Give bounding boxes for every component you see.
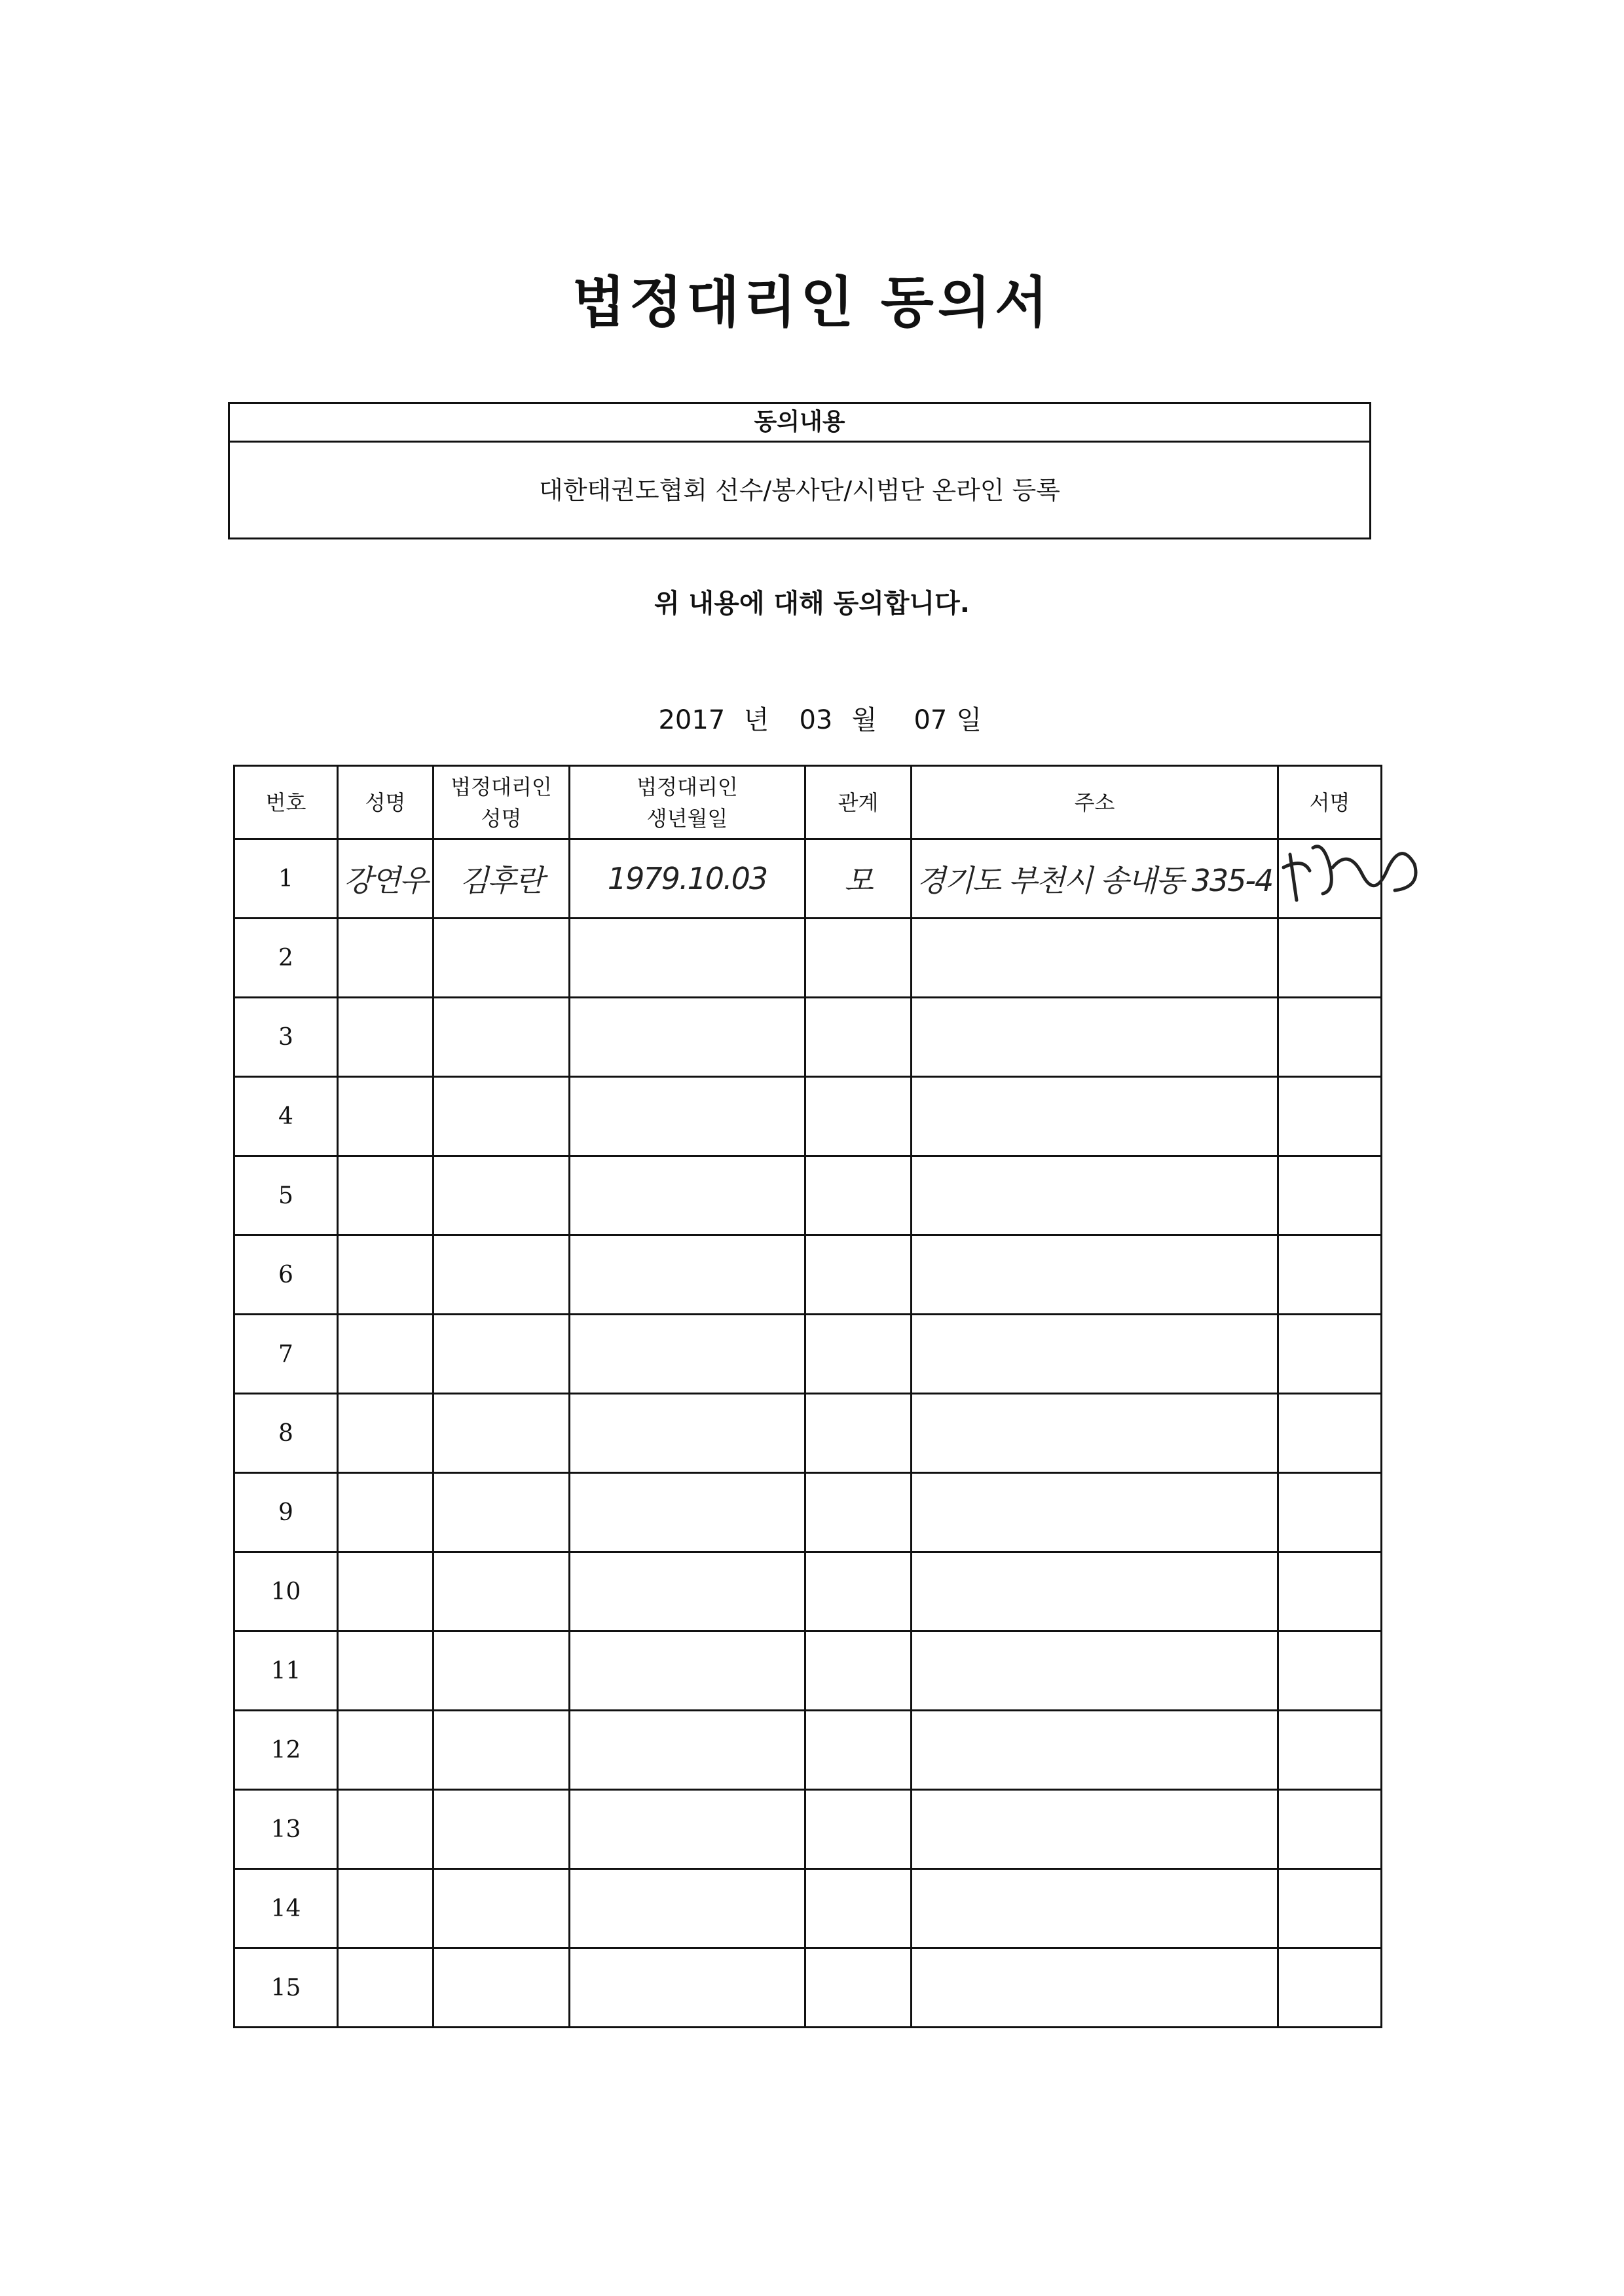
header-number: 번호 <box>234 766 338 839</box>
cell-guardian-birthdate <box>570 1711 805 1790</box>
cell-relation-handwriting: 모 <box>844 863 872 898</box>
cell-signature <box>1278 1948 1382 2028</box>
cell-name <box>338 1077 434 1156</box>
cell-name <box>338 919 434 998</box>
cell-signature <box>1278 1315 1382 1394</box>
cell-name <box>338 1394 434 1473</box>
cell-number: 15 <box>234 1948 338 2028</box>
cell-address <box>912 998 1278 1077</box>
cell-relation <box>805 1315 912 1394</box>
registration-table <box>233 765 1382 2028</box>
date-day-unit: 일 <box>956 705 982 735</box>
cell-guardian-name <box>434 1315 570 1394</box>
cell-number: 8 <box>234 1394 338 1473</box>
cell-signature <box>1278 1869 1382 1948</box>
table-row <box>234 919 1382 998</box>
cell-guardian-name <box>434 1552 570 1631</box>
cell-signature <box>1278 1631 1382 1711</box>
cell-signature <box>1278 1156 1382 1235</box>
table-row <box>234 1077 1382 1156</box>
cell-address <box>912 1156 1278 1235</box>
header-name: 성명 <box>338 766 434 839</box>
cell-address <box>912 1631 1278 1711</box>
cell-number: 13 <box>234 1790 338 1869</box>
date-month-unit: 월 <box>851 705 877 735</box>
cell-name <box>338 1948 434 2028</box>
table-row <box>234 1235 1382 1315</box>
page-title: 법정대리인 동의서 <box>572 270 1052 335</box>
cell-guardian-birthdate <box>570 1235 805 1315</box>
cell-number: 14 <box>234 1869 338 1948</box>
table-row <box>234 1948 1382 2028</box>
cell-address <box>912 919 1278 998</box>
cell-relation <box>805 1552 912 1631</box>
header-address: 주소 <box>912 766 1278 839</box>
cell-signature <box>1278 919 1382 998</box>
cell-relation <box>805 1948 912 2028</box>
date-month: 03 <box>799 705 833 735</box>
cell-guardian-birthdate <box>570 1156 805 1235</box>
table-row <box>234 1473 1382 1552</box>
cell-address <box>912 1077 1278 1156</box>
table-row <box>234 1790 1382 1869</box>
table-row <box>234 1869 1382 1948</box>
cell-relation <box>805 1235 912 1315</box>
cell-guardian-birthdate <box>570 998 805 1077</box>
cell-guardian-name <box>434 1235 570 1315</box>
cell-address <box>912 1790 1278 1869</box>
table-row <box>234 998 1382 1077</box>
cell-address-handwriting: 경기도 부천시 송내동 335-4 <box>916 863 1273 898</box>
date-day: 07 <box>913 705 948 735</box>
cell-address <box>912 1711 1278 1790</box>
cell-guardian-birthdate <box>570 1394 805 1473</box>
cell-name <box>338 1631 434 1711</box>
cell-guardian-birthdate <box>570 1552 805 1631</box>
cell-guardian-name <box>434 1394 570 1473</box>
cell-guardian-birthdate <box>570 1948 805 2028</box>
cell-number: 1 <box>234 839 338 919</box>
cell-relation <box>805 1869 912 1948</box>
cell-relation <box>805 998 912 1077</box>
cell-name <box>338 1790 434 1869</box>
cell-name <box>338 1552 434 1631</box>
cell-address <box>912 1869 1278 1948</box>
table-row <box>234 1552 1382 1631</box>
table-body <box>234 839 1382 2028</box>
agreement-statement: 위 내용에 대해 동의합니다. <box>654 589 970 619</box>
consent-content-box <box>228 402 1371 539</box>
cell-number: 7 <box>234 1315 338 1394</box>
cell-number: 4 <box>234 1077 338 1156</box>
cell-address <box>912 1235 1278 1315</box>
cell-address <box>912 1552 1278 1631</box>
cell-signature <box>1278 1790 1382 1869</box>
header-guardian-birthdate: 법정대리인 생년월일 <box>570 766 805 839</box>
cell-name <box>338 1235 434 1315</box>
cell-guardian-name <box>434 1156 570 1235</box>
cell-guardian-birthdate-handwriting: 1979.10.03 <box>607 861 767 896</box>
cell-relation <box>805 919 912 998</box>
cell-guardian-name <box>434 1473 570 1552</box>
cell-guardian-birthdate <box>570 1869 805 1948</box>
table-row <box>234 839 1382 919</box>
cell-address <box>912 1394 1278 1473</box>
cell-address <box>912 1315 1278 1394</box>
cell-name <box>338 1711 434 1790</box>
cell-relation <box>805 839 912 919</box>
cell-name <box>338 1473 434 1552</box>
cell-guardian-name <box>434 1631 570 1711</box>
cell-relation <box>805 1790 912 1869</box>
cell-signature <box>1278 998 1382 1077</box>
table-row <box>234 1711 1382 1790</box>
cell-relation <box>805 1077 912 1156</box>
table-row <box>234 1631 1382 1711</box>
header-relation: 관계 <box>805 766 912 839</box>
cell-number: 9 <box>234 1473 338 1552</box>
table-row <box>234 1156 1382 1235</box>
cell-guardian-name <box>434 1711 570 1790</box>
cell-number: 5 <box>234 1156 338 1235</box>
cell-number: 11 <box>234 1631 338 1711</box>
cell-guardian-name <box>434 919 570 998</box>
cell-guardian-birthdate <box>570 1631 805 1711</box>
cell-guardian-birthdate <box>570 1790 805 1869</box>
date-year: 2017 <box>658 705 726 735</box>
cell-guardian-birthdate <box>570 1315 805 1394</box>
cell-number: 2 <box>234 919 338 998</box>
cell-signature <box>1278 1235 1382 1315</box>
consent-header: 동의내용 <box>230 404 1369 443</box>
cell-signature <box>1278 1473 1382 1552</box>
cell-number: 12 <box>234 1711 338 1790</box>
cell-guardian-name <box>434 839 570 919</box>
cell-address <box>912 1473 1278 1552</box>
cell-guardian-birthdate <box>570 1473 805 1552</box>
cell-signature <box>1278 1077 1382 1156</box>
cell-guardian-birthdate <box>570 1077 805 1156</box>
cell-guardian-name <box>434 1077 570 1156</box>
table-header-row <box>234 766 1382 839</box>
cell-signature <box>1278 1394 1382 1473</box>
table-row <box>234 1394 1382 1473</box>
cell-signature <box>1278 1552 1382 1631</box>
cell-guardian-name <box>434 1790 570 1869</box>
cell-guardian-name <box>434 1869 570 1948</box>
cell-guardian-birthdate <box>570 839 805 919</box>
cell-guardian-name <box>434 998 570 1077</box>
cell-number: 6 <box>234 1235 338 1315</box>
cell-name <box>338 839 434 919</box>
cell-signature <box>1278 1711 1382 1790</box>
cell-guardian-name <box>434 1948 570 2028</box>
cell-guardian-name-handwriting: 김후란 <box>459 863 544 898</box>
cell-relation <box>805 1156 912 1235</box>
cell-relation <box>805 1394 912 1473</box>
cell-guardian-birthdate <box>570 919 805 998</box>
cell-relation <box>805 1473 912 1552</box>
cell-name <box>338 1869 434 1948</box>
date-year-unit: 년 <box>743 705 769 735</box>
signature-scribble <box>1277 828 1428 920</box>
cell-name <box>338 1315 434 1394</box>
header-guardian-name: 법정대리인 성명 <box>434 766 570 839</box>
cell-name-handwriting: 강연우 <box>343 863 428 898</box>
cell-number: 10 <box>234 1552 338 1631</box>
table-row <box>234 1315 1382 1394</box>
consent-body: 대한태권도협회 선수/봉사단/시범단 온라인 등록 <box>538 476 1060 505</box>
cell-number: 3 <box>234 998 338 1077</box>
cell-name <box>338 1156 434 1235</box>
cell-address <box>912 1948 1278 2028</box>
cell-address <box>912 839 1278 919</box>
cell-relation <box>805 1631 912 1711</box>
header-signature: 서명 <box>1278 766 1382 839</box>
cell-relation <box>805 1711 912 1790</box>
date-line <box>642 669 982 737</box>
cell-name <box>338 998 434 1077</box>
